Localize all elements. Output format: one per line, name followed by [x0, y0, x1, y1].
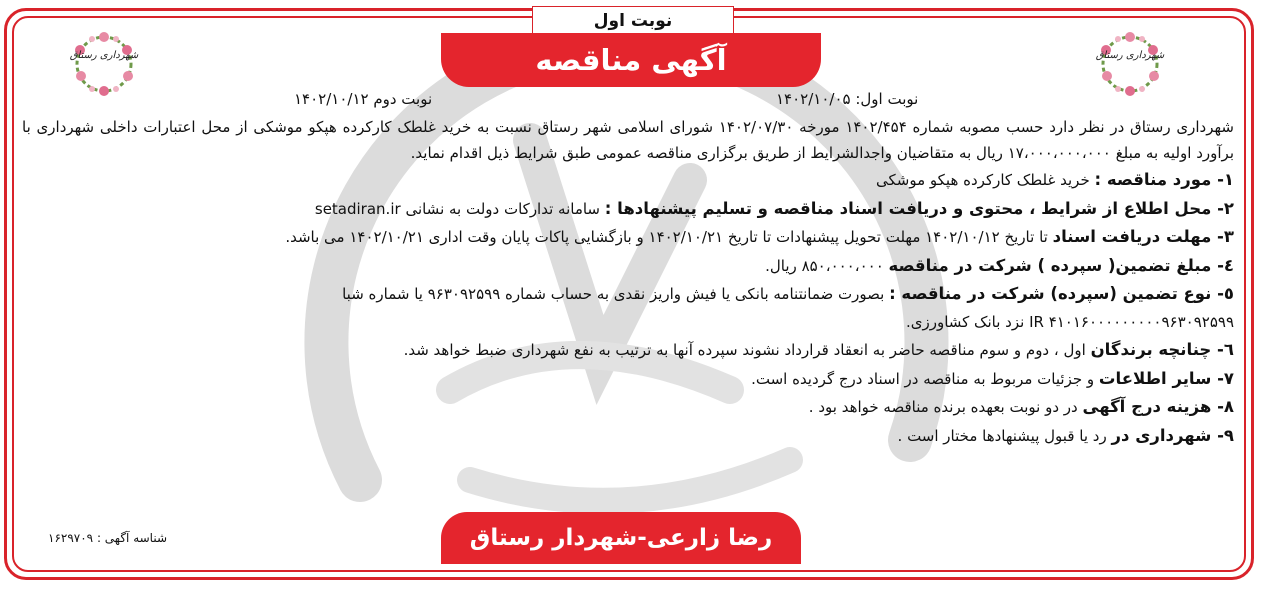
item-4 — [22, 252, 1234, 281]
item-text: خرید غلطک کارکرده هپکو موشکی — [875, 171, 1090, 189]
item-2 — [22, 195, 1234, 224]
item-label: ۱- مورد مناقصه : — [1094, 170, 1234, 189]
municipality-seal-left — [68, 28, 140, 100]
item-text: تا تاریخ ۱۴۰۲/۱۰/۱۲ مهلت تحویل پیشنهادات تا تاریخ ۱۴۰۲/۱۰/۲۱ و بازگشایی پاکات پایان وقت اداری ۱۴۰۲/۱۰/۲۱ می باشد. — [285, 228, 1048, 246]
item-label: ٥- نوع تضمین (سپرده) شرکت در مناقصه : — [889, 284, 1234, 303]
item-9 — [22, 422, 1234, 451]
page-title: آگهی مناقصه — [441, 33, 821, 87]
item-label: ۲- محل اطلاع از شرایط ، محتوی و دریافت اسناد مناقصه و تسلیم پیشنهادها : — [604, 198, 1234, 218]
intro-paragraph: شهرداری رستاق در نظر دارد حسب مصوبه شماره ۱۴۰۲/۴۵۴ مورخه ۱۴۰۲/۰۷/۳۰ شورای اسلامی شهر رستاق نسبت به خرید غلطک کارکرده هپکو موشکی از محل اعتبارات داخلی شهرداری با برآورد اولیه به مبلغ ۱۷،۰۰۰،۰۰۰،۰۰۰ ریال به متقاضیان واجدالشرایط از طریق برگزاری مناقصه عمومی طبق شرایط ذیل اقدام نماید. — [22, 118, 1234, 162]
item-text: در دو نوبت بعهده برنده مناقصه خواهد بود . — [808, 398, 1078, 416]
first-round-date: نوبت اول: ۱۴۰۲/۱۰/۰۵ — [776, 90, 919, 108]
item-text: IR ۴۱۰۱۶۰۰۰۰۰۰۰۰۰۹۶۳۰۹۲۵۹۹ نزد بانک کشاورزی. — [905, 312, 1234, 331]
item-text: اول ، دوم و سوم مناقصه حاضر به انعقاد قرارداد نشوند سپرده آنها به ترتیب به نفع شهرداری ضبط خواهد شد. — [403, 341, 1086, 359]
item-text: رد یا قبول پیشنهادها مختار است . — [897, 426, 1107, 445]
item-3 — [22, 223, 1234, 252]
item-text: و جزئیات مربوط به مناقصه در اسناد درج گردیده است. — [751, 369, 1095, 388]
flower-wreath-icon — [68, 28, 140, 100]
item-label: ٧- سایر اطلاعات — [1098, 368, 1234, 388]
item-text: ۸۵۰،۰۰۰،۰۰۰ ریال. — [765, 256, 884, 275]
municipality-seal-right — [1094, 28, 1166, 100]
seal-text: شهرداری رستاق — [1095, 50, 1165, 61]
item-label: ٦- چنانچه برندگان — [1090, 340, 1234, 359]
item-text: بصورت ضمانتنامه بانکی یا فیش واریز نقدی به حساب شماره ۹۶۳۰۹۲۵۹۹ یا شماره شبا — [342, 285, 885, 303]
item-text: سامانه تدارکات دولت به نشانی — [405, 199, 601, 218]
item-1 — [22, 166, 1234, 195]
item-5 — [22, 280, 1234, 309]
setadiran-link[interactable]: setadiran.ir — [314, 199, 401, 218]
round-label: نوبت اول — [532, 6, 734, 35]
item-label: ٤- مبلغ تضمین( سپرده ) شرکت در مناقصه — [888, 255, 1234, 275]
second-round-date: نوبت دوم ۱۴۰۲/۱۰/۱۲ — [294, 90, 433, 108]
tender-body — [22, 114, 1234, 450]
item-5-continued — [22, 309, 1234, 337]
signature-banner: رضا زارعی-شهردار رستاق — [441, 512, 801, 564]
flower-wreath-icon — [1094, 28, 1166, 100]
item-6 — [22, 336, 1234, 365]
item-label: ٩- شهرداری در — [1111, 425, 1234, 445]
item-label: ۳- مهلت دریافت اسناد — [1052, 227, 1234, 246]
item-8 — [22, 393, 1234, 422]
item-label: ٨- هزینه درج آگهی — [1082, 397, 1234, 416]
seal-text: شهرداری رستاق — [69, 50, 139, 61]
ad-id: شناسه آگهی : ۱۶۲۹۷۰۹ — [48, 531, 168, 545]
item-7 — [22, 365, 1234, 394]
